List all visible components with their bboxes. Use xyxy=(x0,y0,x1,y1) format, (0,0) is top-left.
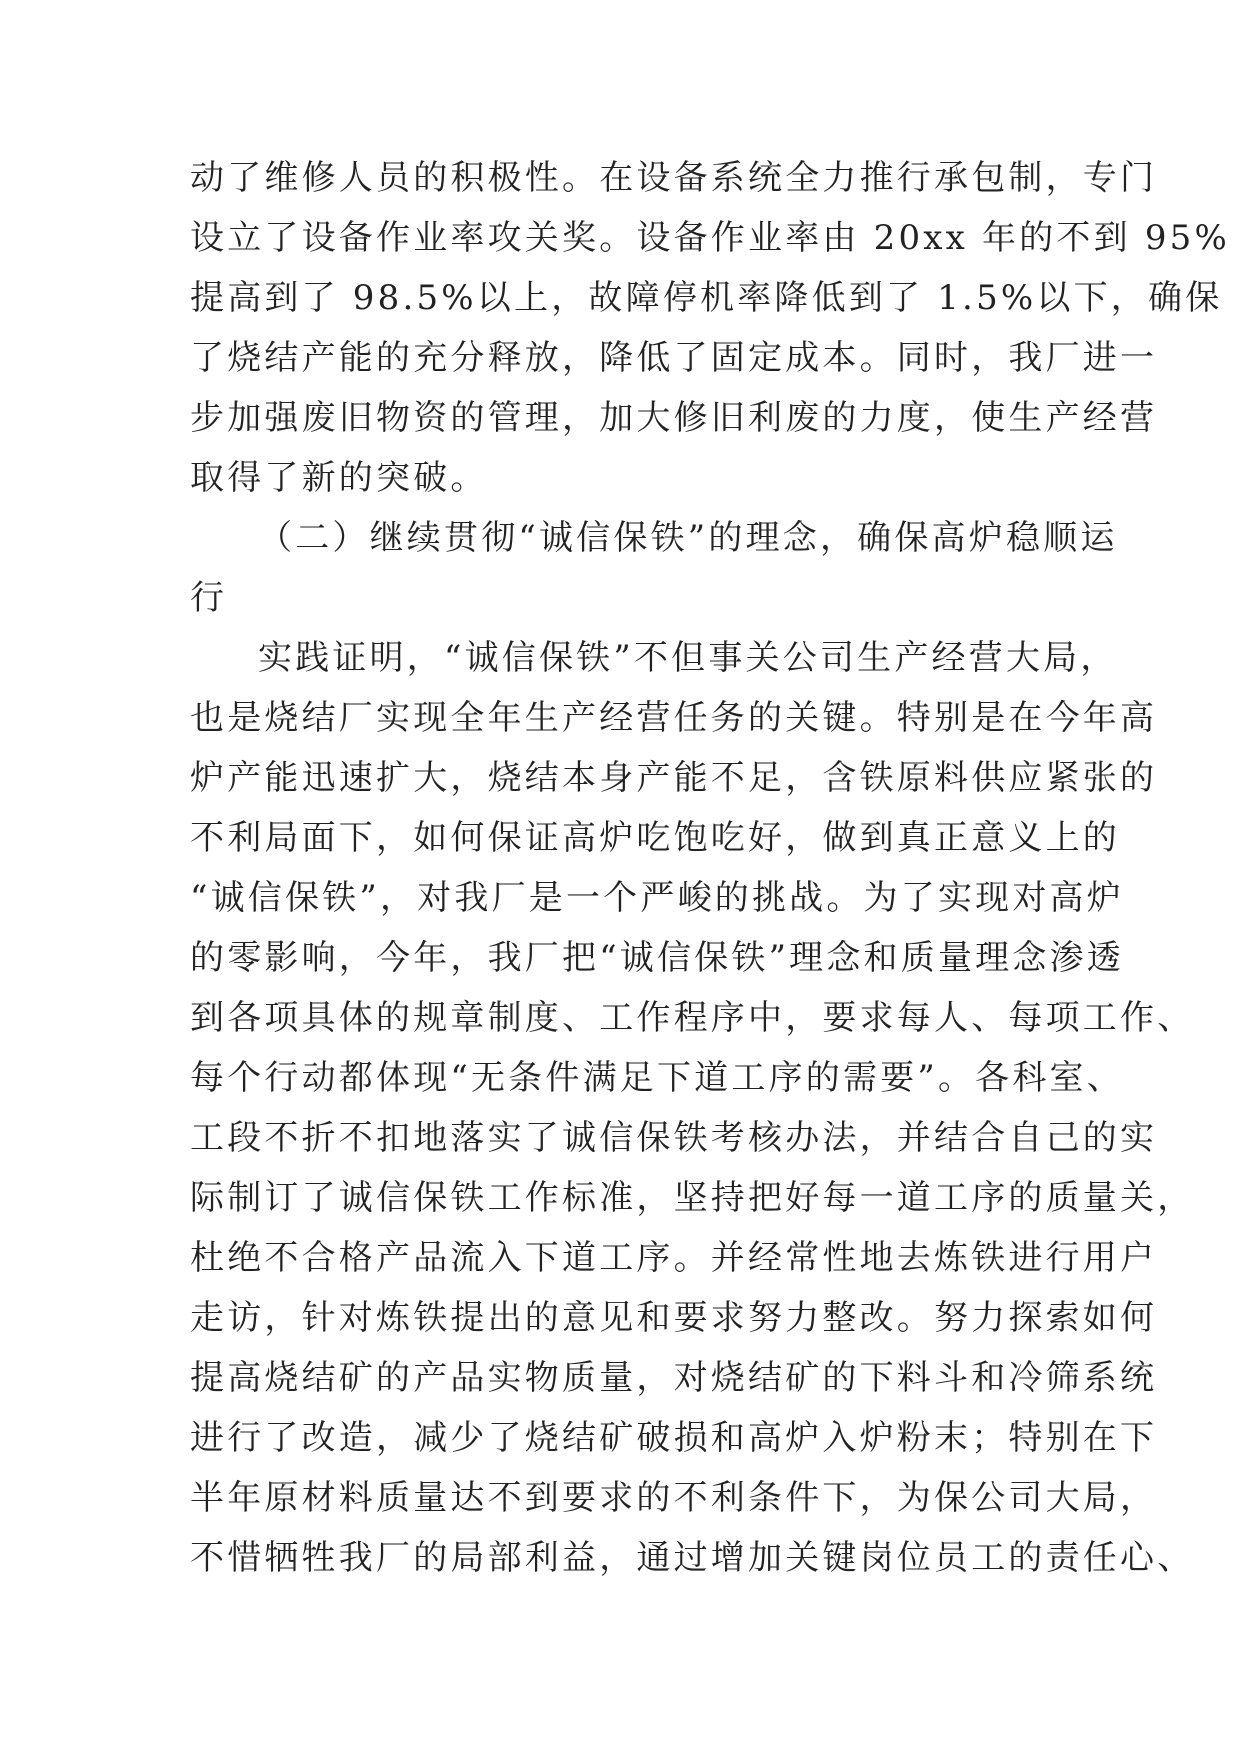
text-line: 到各项具体的规章制度、工作程序中，要求每人、每项工作、 xyxy=(190,998,1195,1038)
paragraph-first-line: 实践证明，“诚信保铁”不但事关公司生产经营大局， xyxy=(258,638,1118,678)
text-line: 的零影响，今年，我厂把“诚信保铁”理念和质量理念渗透 xyxy=(190,938,1124,978)
text-line: 每个行动都体现“无条件满足下道工序的需要”。各科室、 xyxy=(190,1058,1124,1098)
text-line: 工段不折不扣地落实了诚信保铁考核办法，并结合自己的实 xyxy=(190,1118,1158,1158)
text-line: 际制订了诚信保铁工作标准，坚持把好每一道工序的质量关， xyxy=(190,1178,1195,1218)
text-line: 不惜牺牲我厂的局部利益，通过增加关键岗位员工的责任心、 xyxy=(190,1538,1195,1578)
text-line: 杜绝不合格产品流入下道工序。并经常性地去炼铁进行用户 xyxy=(190,1238,1158,1278)
text-line: 炉产能迅速扩大，烧结本身产能不足，含铁原料供应紧张的 xyxy=(190,758,1158,798)
section-heading: （二）继续贯彻“诚信保铁”的理念，确保高炉稳顺运 xyxy=(258,518,1118,558)
text-line: 提高烧结矿的产品实物质量，对烧结矿的下料斗和冷筛系统 xyxy=(190,1358,1158,1398)
text-line: 了烧结产能的充分释放，降低了固定成本。同时，我厂进一 xyxy=(190,338,1158,378)
text-line: 设立了设备作业率攻关奖。设备作业率由 20xx 年的不到 95% xyxy=(190,218,1231,258)
text-line: 进行了改造，减少了烧结矿破损和高炉入炉粉末；特别在下 xyxy=(190,1418,1158,1458)
text-line: 动了维修人员的积极性。在设备系统全力推行承包制，专门 xyxy=(190,158,1158,198)
section-heading-continuation: 行 xyxy=(190,578,228,618)
text-line: 也是烧结厂实现全年生产经营任务的关键。特别是在今年高 xyxy=(190,698,1158,738)
text-line: 取得了新的突破。 xyxy=(190,458,488,498)
text-line: 不利局面下，如何保证高炉吃饱吃好，做到真正意义上的 xyxy=(190,818,1120,858)
text-line: 步加强废旧物资的管理，加大修旧利废的力度，使生产经营 xyxy=(190,398,1158,438)
text-line: 半年原材料质量达不到要求的不利条件下，为保公司大局， xyxy=(190,1478,1158,1518)
text-line: 走访，针对炼铁提出的意见和要求努力整改。努力探索如何 xyxy=(190,1298,1158,1338)
text-line: 提高到了 98.5%以上，故障停机率降低到了 1.5%以下，确保 xyxy=(190,278,1223,318)
text-line: “诚信保铁”，对我厂是一个严峻的挑战。为了实现对高炉 xyxy=(190,878,1124,918)
